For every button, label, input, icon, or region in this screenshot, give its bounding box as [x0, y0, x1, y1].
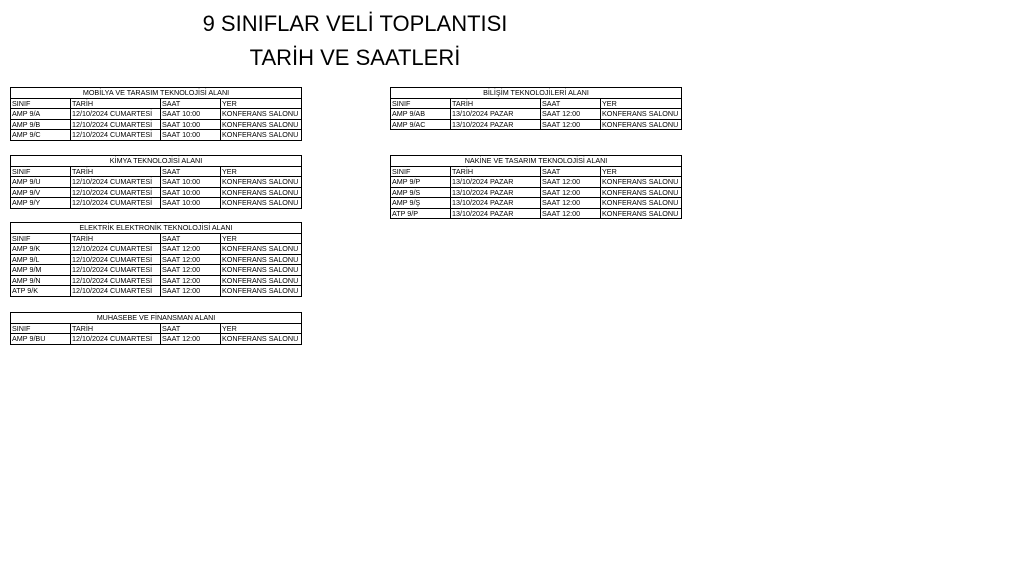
- column-header: SAAT: [161, 233, 221, 244]
- table-cell: AMP 9/N: [11, 275, 71, 286]
- table-cell: SAAT 10:00: [161, 130, 221, 141]
- schedule-table: [10, 155, 302, 209]
- table-cell: 12/10/2024 CUMARTESİ: [71, 198, 161, 209]
- table-cell: 12/10/2024 CUMARTESİ: [71, 119, 161, 130]
- column-header: YER: [601, 98, 682, 109]
- table-title-row: [11, 156, 302, 167]
- table-row: [391, 177, 682, 188]
- table-cell: KONFERANS SALONU: [221, 334, 302, 345]
- column-header: SINIF: [391, 166, 451, 177]
- table-cell: AMP 9/S: [391, 187, 451, 198]
- table-cell: 13/10/2024 PAZAR: [451, 119, 541, 130]
- table-cell: 13/10/2024 PAZAR: [451, 187, 541, 198]
- table-cell: AMP 9/C: [11, 130, 71, 141]
- column-header: YER: [221, 323, 302, 334]
- table-cell: SAAT 10:00: [161, 198, 221, 209]
- table-row: [11, 254, 302, 265]
- table-row: [11, 109, 302, 120]
- column-header-row: [11, 323, 302, 334]
- table-cell: KONFERANS SALONU: [601, 177, 682, 188]
- table-block-mobilya: [10, 87, 302, 141]
- table-row: [11, 244, 302, 255]
- column-header: YER: [221, 166, 302, 177]
- table-row: [11, 130, 302, 141]
- table-cell: SAAT 12:00: [541, 208, 601, 219]
- column-header: SINIF: [11, 233, 71, 244]
- column-header: SAAT: [161, 98, 221, 109]
- column-header: YER: [601, 166, 682, 177]
- schedule-table: [10, 87, 302, 141]
- table-cell: AMP 9/P: [391, 177, 451, 188]
- table-cell: 12/10/2024 CUMARTESİ: [71, 286, 161, 297]
- page-title-line1: 9 SINIFLAR VELİ TOPLANTISI: [202, 11, 508, 36]
- schedule-table: [10, 222, 302, 297]
- column-header: TARİH: [451, 166, 541, 177]
- table-cell: SAAT 12:00: [541, 109, 601, 120]
- table-title: MUHASEBE VE FİNANSMAN ALANI: [11, 313, 302, 324]
- column-header-row: [391, 98, 682, 109]
- table-cell: AMP 9/U: [11, 177, 71, 188]
- table-row: [11, 275, 302, 286]
- table-cell: SAAT 12:00: [161, 254, 221, 265]
- table-cell: SAAT 12:00: [161, 275, 221, 286]
- table-block-kimya: [10, 155, 302, 209]
- column-header: SINIF: [11, 98, 71, 109]
- table-cell: KONFERANS SALONU: [221, 286, 302, 297]
- column-header: TARİH: [71, 233, 161, 244]
- table-cell: SAAT 12:00: [161, 334, 221, 345]
- table-cell: KONFERANS SALONU: [601, 208, 682, 219]
- table-cell: SAAT 10:00: [161, 187, 221, 198]
- table-title-row: [11, 313, 302, 324]
- table-row: [391, 208, 682, 219]
- table-cell: SAAT 12:00: [541, 119, 601, 130]
- table-row: [391, 187, 682, 198]
- column-header: SINIF: [391, 98, 451, 109]
- column-header: SINIF: [11, 323, 71, 334]
- table-row: [391, 198, 682, 209]
- table-cell: KONFERANS SALONU: [601, 109, 682, 120]
- table-cell: KONFERANS SALONU: [221, 109, 302, 120]
- table-cell: 12/10/2024 CUMARTESİ: [71, 275, 161, 286]
- schedule-table: [390, 155, 682, 219]
- table-cell: KONFERANS SALONU: [221, 265, 302, 276]
- table-cell: SAAT 12:00: [541, 177, 601, 188]
- column-header: TARİH: [451, 98, 541, 109]
- table-title: BİLİŞİM TEKNOLOJİLERİ ALANI: [391, 88, 682, 99]
- column-header-row: [391, 166, 682, 177]
- column-header-row: [11, 98, 302, 109]
- schedule-table: [10, 312, 302, 345]
- table-cell: AMP 9/A: [11, 109, 71, 120]
- table-cell: 12/10/2024 CUMARTESİ: [71, 334, 161, 345]
- table-cell: KONFERANS SALONU: [601, 187, 682, 198]
- column-header: SAAT: [161, 323, 221, 334]
- column-header: SAAT: [161, 166, 221, 177]
- table-cell: AMP 9/AB: [391, 109, 451, 120]
- table-title: NAKİNE VE TASARIM TEKNOLOJİSİ ALANI: [391, 156, 682, 167]
- table-cell: KONFERANS SALONU: [221, 244, 302, 255]
- table-cell: AMP 9/Y: [11, 198, 71, 209]
- table-cell: SAAT 12:00: [161, 265, 221, 276]
- table-cell: AMP 9/M: [11, 265, 71, 276]
- table-title: ELEKTRİK ELEKTRONİK TEKNOLOJİSİ ALANI: [11, 223, 302, 234]
- table-cell: 12/10/2024 CUMARTESİ: [71, 265, 161, 276]
- table-cell: SAAT 10:00: [161, 119, 221, 130]
- table-cell: AMP 9/Ş: [391, 198, 451, 209]
- column-header: SINIF: [11, 166, 71, 177]
- column-header: TARİH: [71, 98, 161, 109]
- table-cell: AMP 9/B: [11, 119, 71, 130]
- table-cell: SAAT 12:00: [541, 198, 601, 209]
- table-block-bilisim: [390, 87, 682, 130]
- table-title-row: [391, 88, 682, 99]
- table-row: [391, 109, 682, 120]
- table-cell: KONFERANS SALONU: [221, 275, 302, 286]
- table-row: [11, 265, 302, 276]
- table-row: [11, 187, 302, 198]
- table-title-row: [391, 156, 682, 167]
- table-cell: KONFERANS SALONU: [601, 119, 682, 130]
- table-cell: KONFERANS SALONU: [221, 130, 302, 141]
- column-header: SAAT: [541, 98, 601, 109]
- table-row: [11, 286, 302, 297]
- table-cell: SAAT 12:00: [161, 244, 221, 255]
- table-cell: AMP 9/L: [11, 254, 71, 265]
- column-header-row: [11, 233, 302, 244]
- table-cell: ATP 9/P: [391, 208, 451, 219]
- table-row: [11, 119, 302, 130]
- table-cell: KONFERANS SALONU: [221, 187, 302, 198]
- column-header-row: [11, 166, 302, 177]
- page-title-line2: TARİH VE SAATLERİ: [249, 45, 461, 70]
- table-cell: 12/10/2024 CUMARTESİ: [71, 109, 161, 120]
- table-cell: 13/10/2024 PAZAR: [451, 177, 541, 188]
- table-cell: 13/10/2024 PAZAR: [451, 198, 541, 209]
- table-title: KİMYA TEKNOLOJİSİ ALANI: [11, 156, 302, 167]
- column-header: YER: [221, 98, 302, 109]
- column-header: TARİH: [71, 166, 161, 177]
- table-cell: SAAT 12:00: [161, 286, 221, 297]
- table-row: [391, 119, 682, 130]
- table-cell: AMP 9/K: [11, 244, 71, 255]
- table-block-elektrik: [10, 222, 302, 297]
- column-header: SAAT: [541, 166, 601, 177]
- table-cell: KONFERANS SALONU: [221, 198, 302, 209]
- table-title-row: [11, 88, 302, 99]
- table-cell: KONFERANS SALONU: [221, 177, 302, 188]
- table-cell: 12/10/2024 CUMARTESİ: [71, 187, 161, 198]
- table-cell: SAAT 12:00: [541, 187, 601, 198]
- table-block-nakine: [390, 155, 682, 219]
- table-cell: AMP 9/AC: [391, 119, 451, 130]
- table-cell: 12/10/2024 CUMARTESİ: [71, 254, 161, 265]
- table-row: [11, 177, 302, 188]
- table-cell: AMP 9/BU: [11, 334, 71, 345]
- schedule-table: [390, 87, 682, 130]
- table-cell: ATP 9/K: [11, 286, 71, 297]
- table-cell: 12/10/2024 CUMARTESİ: [71, 244, 161, 255]
- table-row: [11, 198, 302, 209]
- table-title-row: [11, 223, 302, 234]
- table-cell: SAAT 10:00: [161, 109, 221, 120]
- table-cell: 12/10/2024 CUMARTESİ: [71, 177, 161, 188]
- table-cell: 13/10/2024 PAZAR: [451, 109, 541, 120]
- table-title: MOBİLYA VE TARASIM TEKNOLOJİSİ ALANI: [11, 88, 302, 99]
- table-cell: KONFERANS SALONU: [221, 254, 302, 265]
- column-header: TARİH: [71, 323, 161, 334]
- table-cell: AMP 9/V: [11, 187, 71, 198]
- table-block-muhasebe: [10, 312, 302, 345]
- column-header: YER: [221, 233, 302, 244]
- table-cell: 12/10/2024 CUMARTESİ: [71, 130, 161, 141]
- table-cell: KONFERANS SALONU: [221, 119, 302, 130]
- table-row: [11, 334, 302, 345]
- table-cell: 13/10/2024 PAZAR: [451, 208, 541, 219]
- table-cell: SAAT 10:00: [161, 177, 221, 188]
- table-cell: KONFERANS SALONU: [601, 198, 682, 209]
